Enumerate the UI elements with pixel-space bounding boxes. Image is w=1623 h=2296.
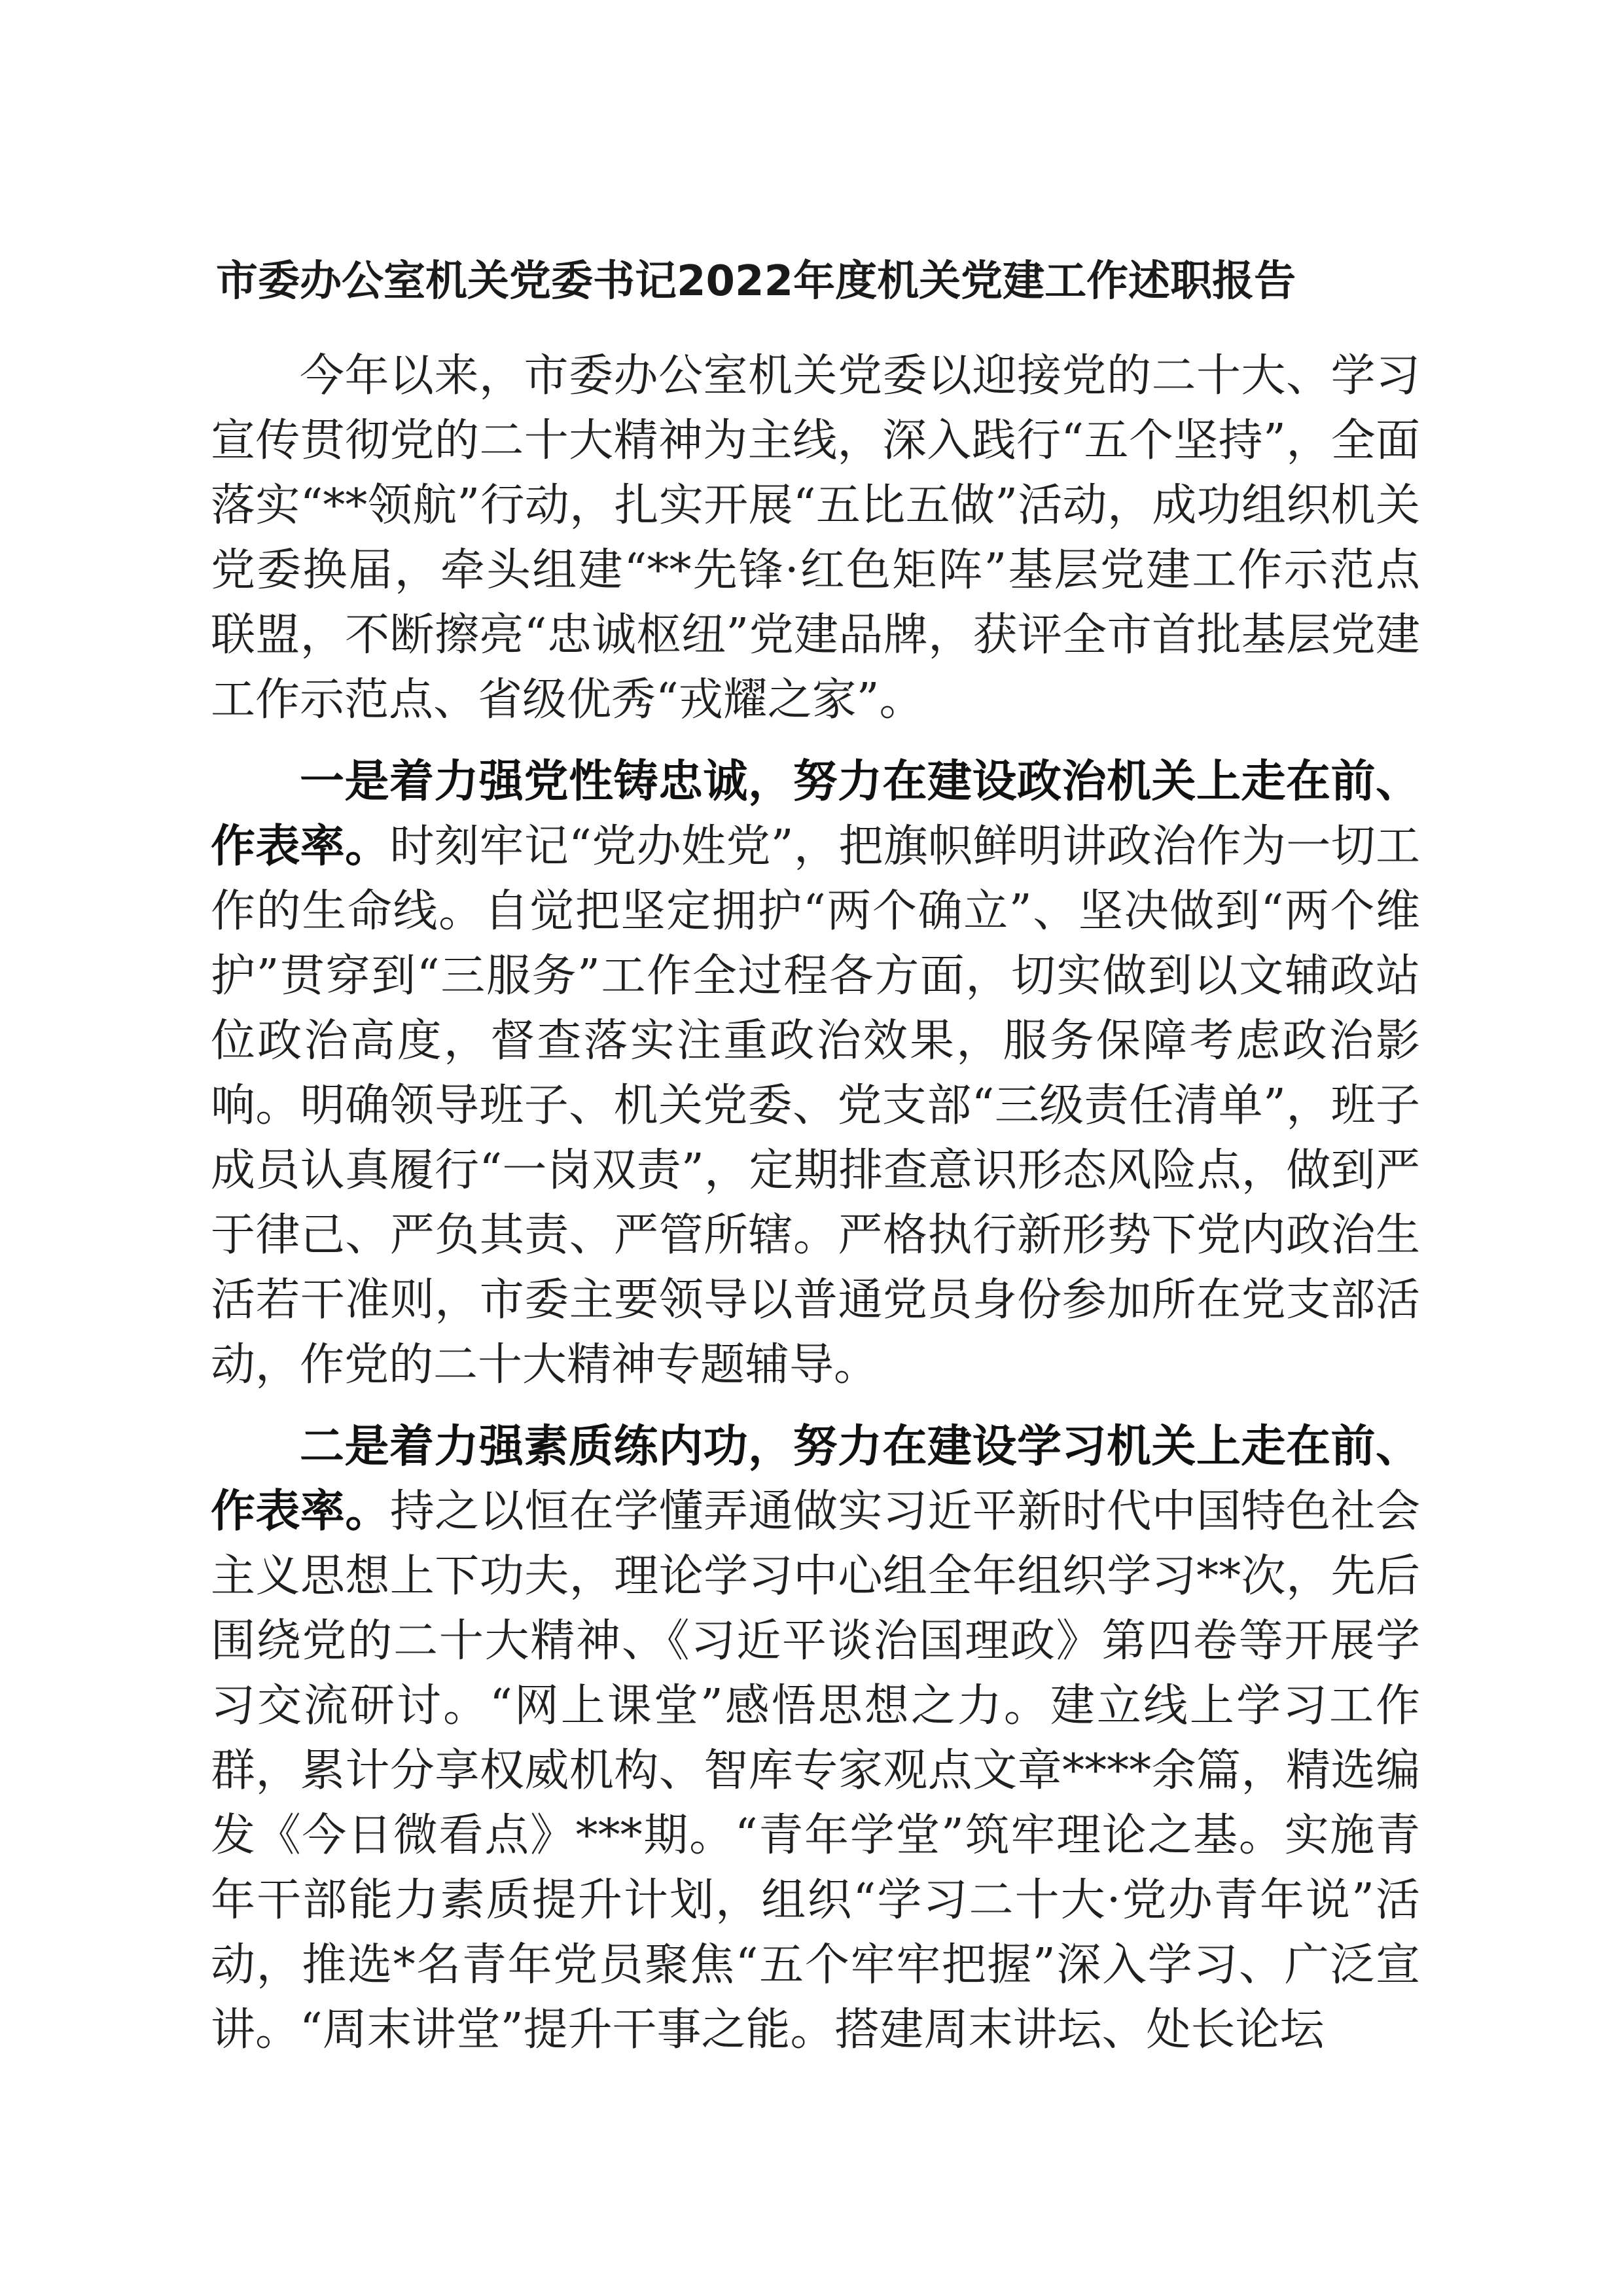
section-2-text: 持之以恒在学懂弄通做实习近平新时代中国特色社会主义思想上下功夫，理论学习中心组全年组织学习**次，先后围绕党的二十大精神、《习近平谈治国理政》第四卷等开展学习交流研讨。“网上课堂”感悟思想之力。建立线上学习工作群，累计分享权威机构、智库专家观点文章****余篇，精选编发《今日微看点》***期。“青年学堂”筑牢理论之基。实施青年干部能力素质提升计划，组织“学习二十大·党办青年说”活动，推选*名青年党员聚焦“五个牢牢把握”深入学习、广泛宣讲。“周末讲堂”提升干事之能。搭建周末讲坛、处长论坛: [211, 1486, 1420, 2056]
document-title: 市委办公室机关党委书记2022年度机关党建工作述职报告: [216, 257, 1296, 306]
section-1-paragraph: [211, 749, 1420, 1397]
intro-paragraph: 今年以来，市委办公室机关党委以迎接党的二十大、学习宣传贯彻党的二十大精神为主线，深入践行“五个坚持”，全面落实“**领航”行动，扎实开展“五比五做”活动，成功组织机关党委换届，牵头组建“**先锋·红色矩阵”基层党建工作示范点联盟，不断擦亮“忠诚枢纽”党建品牌，获评全市首批基层党建工作示范点、省级优秀“戎耀之家”。: [211, 350, 1420, 726]
section-2-paragraph: [211, 1414, 1420, 2062]
section-2-lead: 二是着力强素质练内功，努力在建设学习机关上走在前、作表率。: [211, 1421, 1420, 1537]
document-body: [211, 344, 1420, 2079]
section-1-text: 时刻牢记“党办姓党”，把旗帜鲜明讲政治作为一切工作的生命线。自觉把坚定拥护“两个确立”、坚决做到“两个维护”贯穿到“三服务”工作全过程各方面，切实做到以文辅政站位政治高度，督查落实注重政治效果，服务保障考虑政治影响。明确领导班子、机关党委、党支部“三级责任清单”，班子成员认真履行“一岗双责”，定期排查意识形态风险点，做到严于律己、严负其责、严管所辖。严格执行新形势下党内政治生活若干准则，市委主要领导以普通党员身份参加所在党支部活动，作党的二十大精神专题辅导。: [211, 821, 1420, 1391]
section-1-lead: 一是着力强党性铸忠诚，努力在建设政治机关上走在前、作表率。: [211, 756, 1420, 872]
